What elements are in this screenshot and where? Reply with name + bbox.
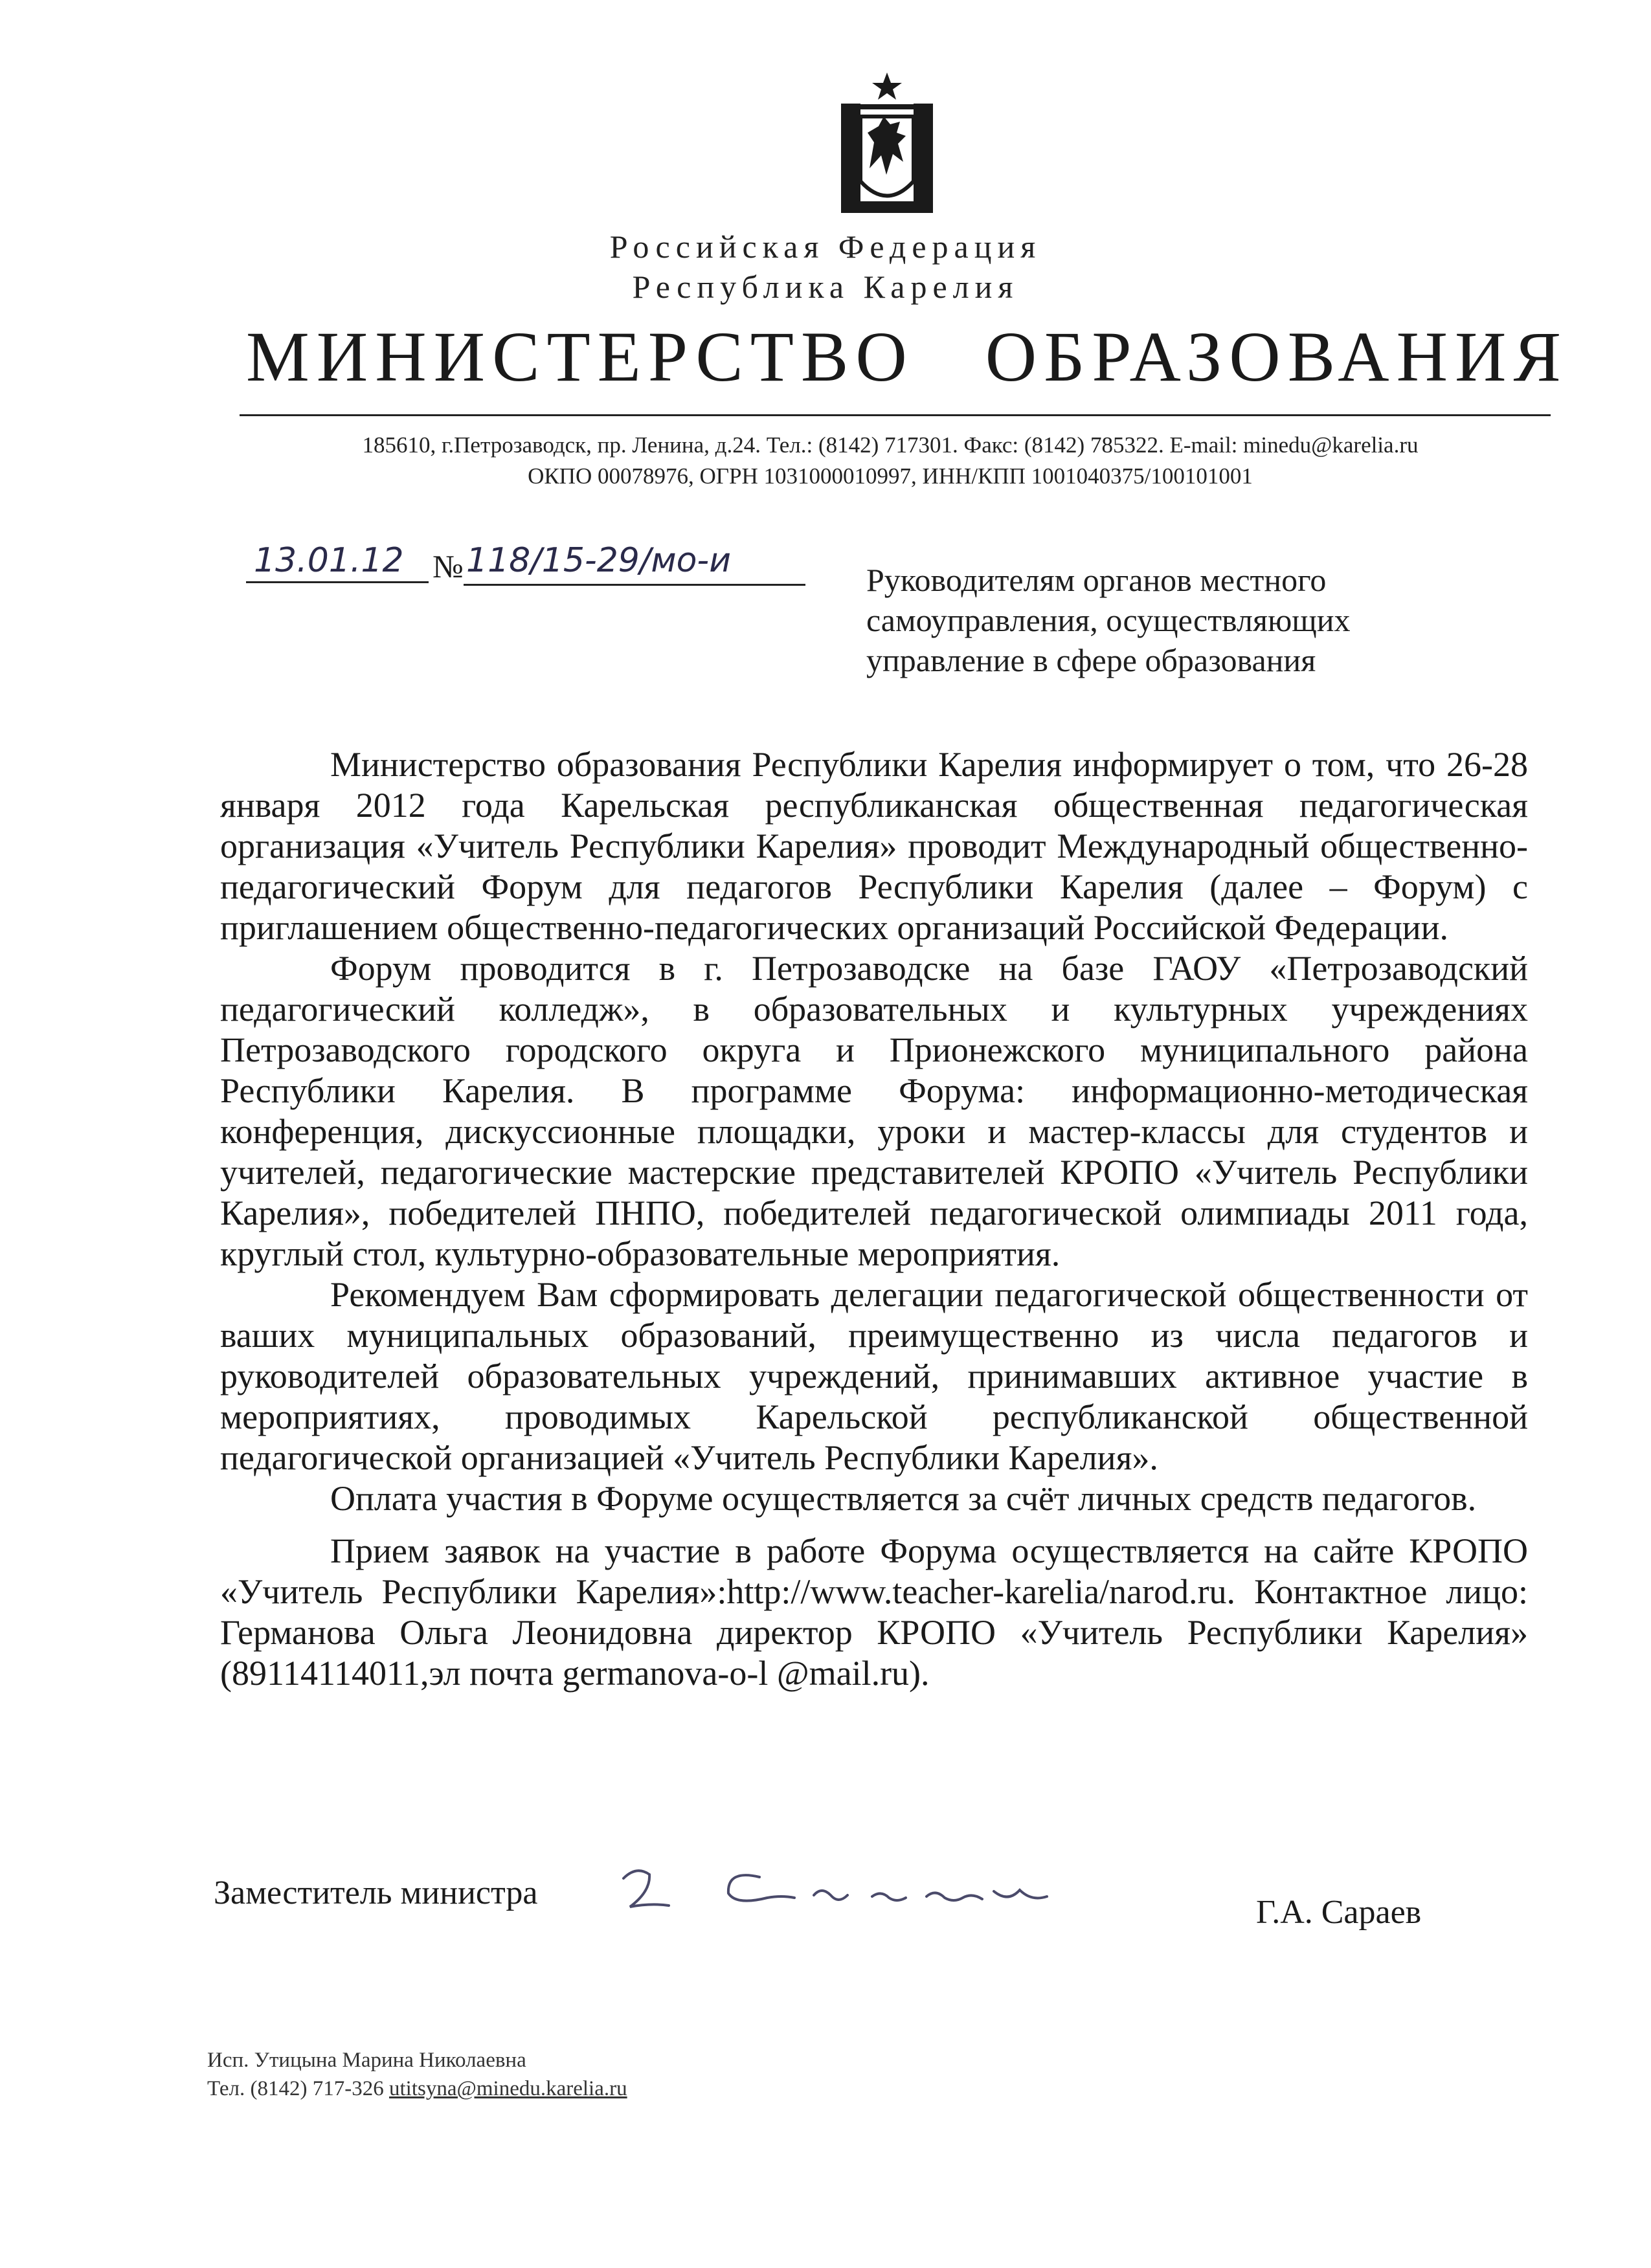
header-address: 185610, г.Петрозаводск, пр. Ленина, д.24. Тел.: (8142) 717301. Факс: (8142) 785322. E-mail: minedu@karelia.ru bbox=[362, 432, 1419, 458]
ministry-title bbox=[246, 316, 1568, 398]
header-registry: ОКПО 00078976, ОГРН 1031000010997, ИНН/КПП 1001040375/100101001 bbox=[528, 463, 1253, 489]
body-paragraph: Рекомендуем Вам сформировать делегации педагогической общественности от ваших муниципальных образований, преимущественно из числа педагогов и руководителей образовательных учреждений, принимавших активное участие в мероприятиях, проводимых Карельской республиканской общественной педагогической организацией «Учитель Республики Карелия». bbox=[220, 1275, 1528, 1477]
footer-email-link[interactable]: utitsyna@minedu.karelia.ru bbox=[388, 2077, 627, 2100]
addressee-line: Руководителям органов местного bbox=[866, 562, 1327, 598]
addressee-line: управление в сфере образования bbox=[866, 642, 1316, 678]
handwritten-signature-icon bbox=[612, 1858, 1078, 1922]
ministry-title-word2: ОБРАЗОВАНИЯ bbox=[985, 317, 1568, 396]
signer-position: Заместитель министра bbox=[214, 1874, 538, 1911]
reference-date-underline bbox=[246, 581, 429, 583]
reference-number-underline bbox=[464, 584, 805, 586]
header-divider bbox=[240, 414, 1551, 416]
signer-name: Г.А. Сараев bbox=[1256, 1894, 1422, 1931]
ministry-title-word1: МИНИСТЕРСТВО bbox=[246, 317, 914, 396]
body-paragraph: Форум проводится в г. Петрозаводске на базе ГАОУ «Петрозаводский педагогический колледж», в образовательных и культурных учреждениях Петрозаводского городского округа и Прионежского муниципального района Республики Карелия. В программе Форума: информационно-методическая конференция, дискуссионные площадки, уроки и мастер-классы для студентов и учителей, педагогические мастерские представителей КРОПО «Учитель Республики Карелия», победителей ПНПО, победителей педагогической олимпиады 2011 года, круглый стол, культурно-образовательные мероприятия. bbox=[220, 949, 1528, 1273]
footer-executor: Исп. Утицына Марина Николаевна bbox=[207, 2049, 526, 2072]
letter-body bbox=[220, 744, 1528, 1694]
body-paragraph: Министерство образования Республики Карелия информирует о том, что 26-28 января 2012 года Карельская республиканская общественная педагогическая организация «Учитель Республики Карелия» проводит Международный общественно-педагогический Форум для педагогов Республики Карелия (далее – Форум) с приглашением общественно-педагогических организаций Российской Федерации. bbox=[220, 745, 1528, 947]
header-country: Российская Федерация bbox=[609, 228, 1042, 265]
body-paragraph: Оплата участия в Форуме осуществляется за счёт личных средств педагогов. bbox=[330, 1479, 1477, 1518]
reference-number-label: № bbox=[432, 548, 464, 584]
reference-number: 118/15-29/мо-и bbox=[466, 541, 731, 580]
addressee-line: самоуправления, осуществляющих bbox=[866, 602, 1351, 638]
coat-of-arms-icon bbox=[838, 71, 936, 217]
footer-contact bbox=[207, 2075, 627, 2102]
body-paragraph: Прием заявок на участие в работе Форума осуществляется на сайте КРОПО «Учитель Республики Карелия»:http://www.teacher-karelia/narod.ru. Контактное лицо: Германова Ольга Леонидовна директор КРОПО «Учитель Республики Карелия» (89114114011,эл почта germanova-o-l @mail.ru). bbox=[220, 1531, 1528, 1693]
header-republic: Республика Карелия bbox=[632, 269, 1019, 305]
footer-phone: Тел. (8142) 717-326 bbox=[207, 2077, 384, 2100]
addressee-block bbox=[866, 560, 1351, 680]
reference-date: 13.01.12 bbox=[254, 541, 404, 580]
